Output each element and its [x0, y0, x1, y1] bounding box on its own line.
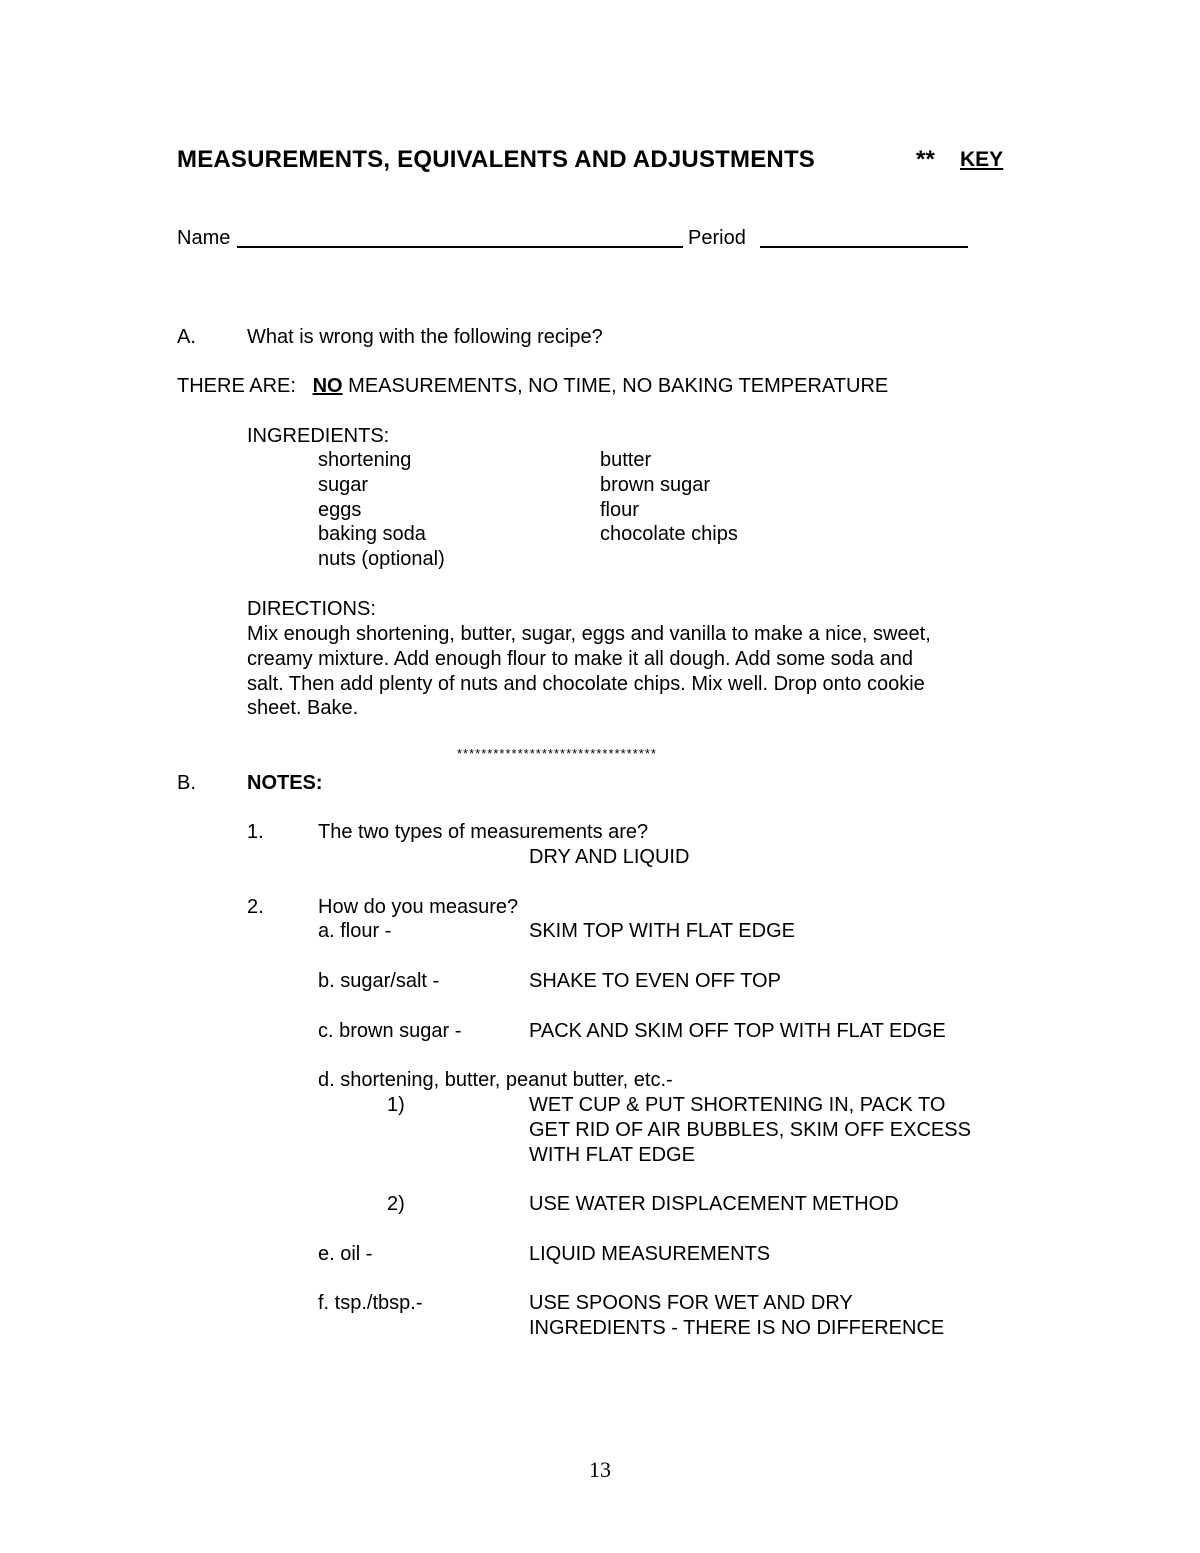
ingredient-right-item: chocolate chips [600, 523, 738, 545]
q2-a-answer: SKIM TOP WITH FLAT EDGE [529, 920, 795, 942]
ingredient-left-item: nuts (optional) [318, 548, 445, 570]
q2-e-answer: LIQUID MEASUREMENTS [529, 1243, 771, 1265]
ingredient-right-item: butter [600, 449, 652, 471]
q1-number: 1. [247, 821, 264, 843]
divider-stars: ********************************* [457, 746, 657, 761]
q2-d-label: d. shortening, butter, peanut butter, etc.- [318, 1069, 673, 1091]
title-asterisks: ** [916, 146, 936, 173]
directions-heading: DIRECTIONS: [247, 598, 376, 620]
name-field[interactable] [237, 246, 683, 248]
directions-line: creamy mixture. Add enough flour to make it all dough. Add some soda and [247, 648, 913, 670]
q2-d1-line: GET RID OF AIR BUBBLES, SKIM OFF EXCESS [529, 1119, 971, 1141]
q2-f-line: USE SPOONS FOR WET AND DRY [529, 1292, 853, 1314]
q2-f-label: f. tsp./tbsp.- [318, 1292, 423, 1314]
q2-a-label: a. flour - [318, 920, 392, 942]
q2-number: 2. [247, 896, 264, 918]
q2-d1-number: 1) [387, 1094, 405, 1116]
ingredient-left-item: eggs [318, 499, 362, 521]
ingredient-left-item: shortening [318, 449, 412, 471]
directions-line: Mix enough shortening, butter, sugar, eggs and vanilla to make a nice, sweet, [247, 623, 931, 645]
q2-d2-number: 2) [387, 1193, 405, 1215]
q2-c-label: c. brown sugar - [318, 1020, 462, 1042]
section-a-letter: A. [177, 326, 196, 348]
q1-answer: DRY AND LIQUID [529, 846, 690, 868]
page-number: 13 [589, 1457, 611, 1482]
q2-c-answer: PACK AND SKIM OFF TOP WITH FLAT EDGE [529, 1020, 946, 1042]
ingredient-left-item: sugar [318, 474, 369, 496]
q2-d1-line: WET CUP & PUT SHORTENING IN, PACK TO [529, 1094, 946, 1116]
directions-line: salt. Then add plenty of nuts and chocolate chips. Mix well. Drop onto cookie [247, 673, 925, 695]
section-b-letter: B. [177, 772, 196, 794]
q2-question: How do you measure? [318, 896, 519, 918]
directions-line: sheet. Bake. [247, 697, 359, 719]
page-title: MEASUREMENTS, EQUIVALENTS AND ADJUSTMENTS [177, 146, 816, 173]
section-a-question: What is wrong with the following recipe? [247, 326, 603, 348]
ingredient-left-item: baking soda [318, 523, 426, 545]
ingredient-right-item: flour [600, 499, 639, 521]
ingredients-heading: INGREDIENTS: [247, 425, 390, 447]
answer-no: NO [312, 375, 343, 397]
q2-b-label: b. sugar/salt - [318, 970, 440, 992]
q2-d1-line: WITH FLAT EDGE [529, 1144, 695, 1166]
answer-prefix: THERE ARE: [177, 375, 296, 397]
q1-question: The two types of measurements are? [318, 821, 649, 843]
answer-line [177, 374, 888, 398]
name-label: Name [177, 227, 231, 249]
answer-rest: MEASUREMENTS, NO TIME, NO BAKING TEMPERATURE [348, 375, 889, 397]
q2-e-label: e. oil - [318, 1243, 373, 1265]
q2-d2-answer: USE WATER DISPLACEMENT METHOD [529, 1193, 899, 1215]
q2-f-line: INGREDIENTS - THERE IS NO DIFFERENCE [529, 1317, 945, 1339]
period-label: Period [688, 227, 746, 249]
q2-b-answer: SHAKE TO EVEN OFF TOP [529, 970, 781, 992]
period-field[interactable] [760, 246, 968, 248]
notes-heading: NOTES: [247, 772, 323, 794]
key-label: KEY [960, 148, 1004, 171]
ingredient-right-item: brown sugar [600, 474, 711, 496]
